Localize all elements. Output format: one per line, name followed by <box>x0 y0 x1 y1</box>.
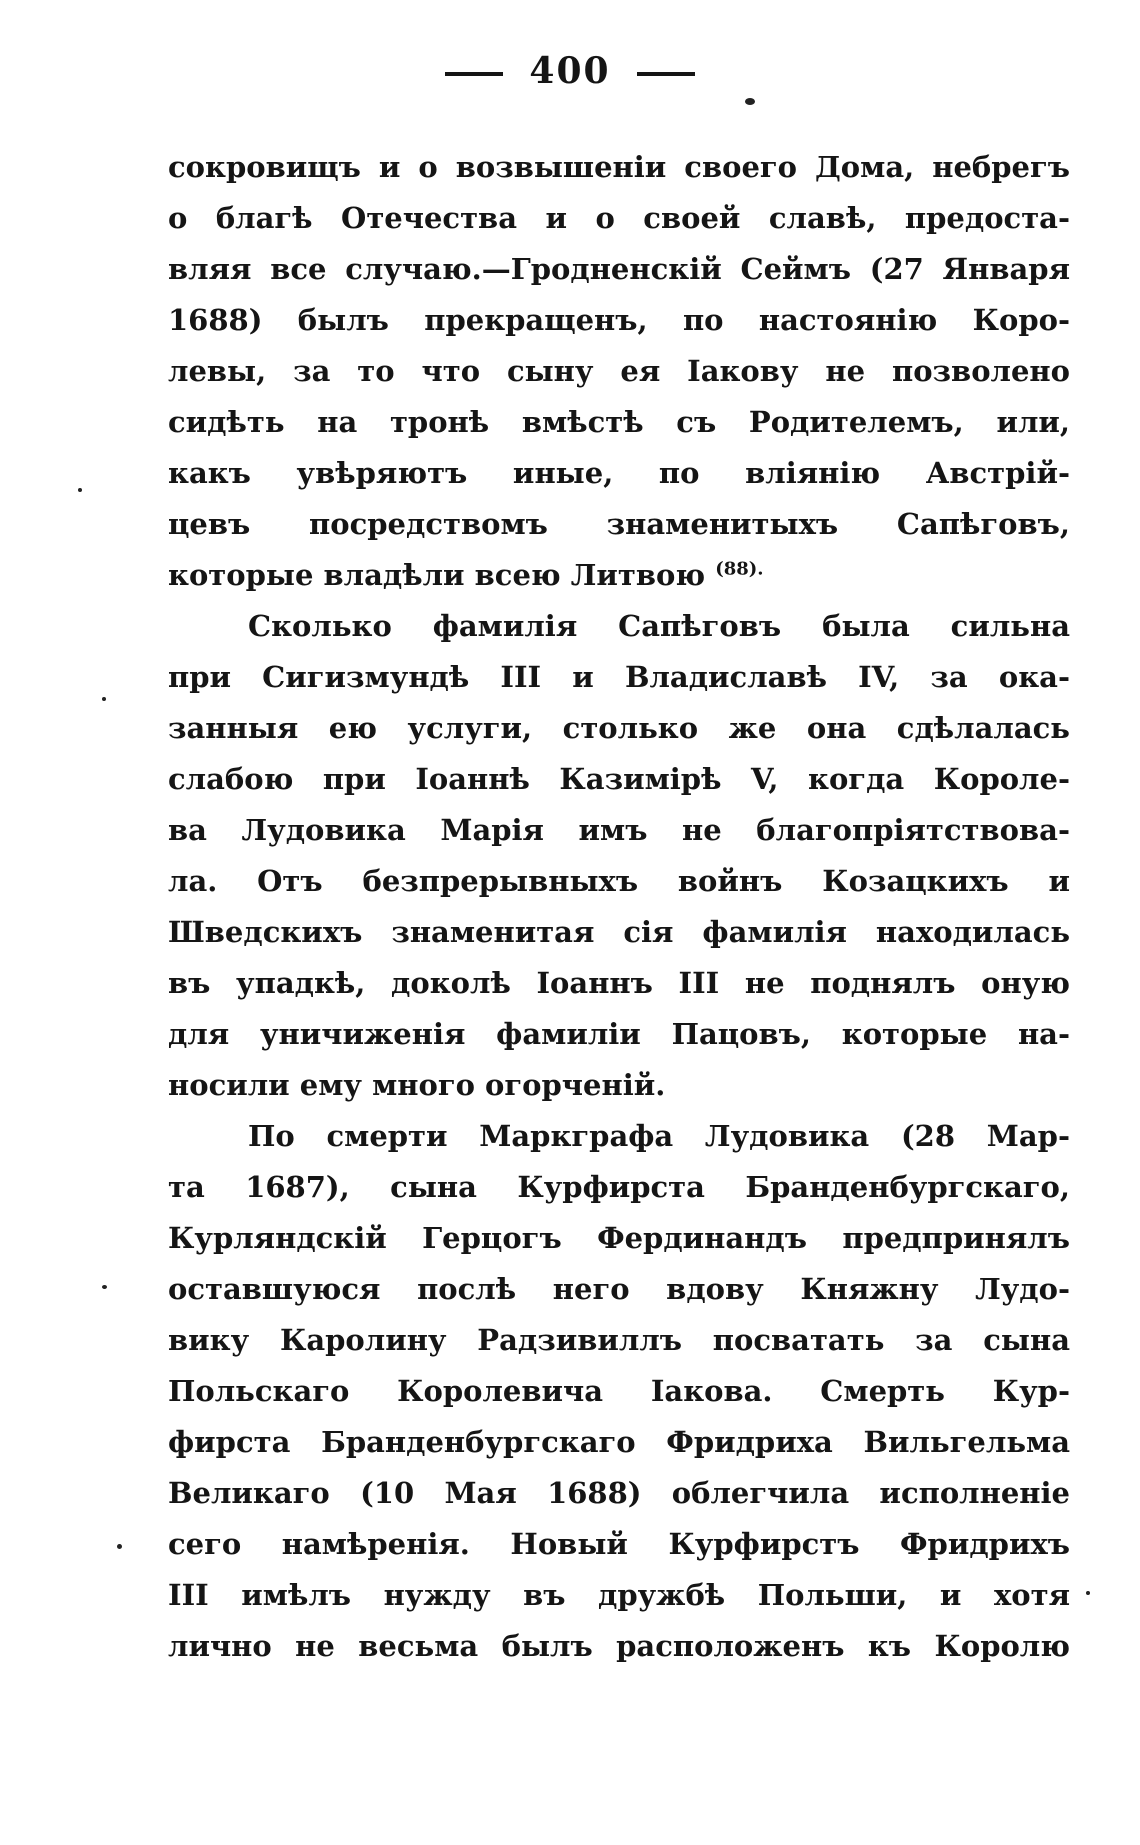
scan-speck <box>117 1544 122 1549</box>
text-line-with-footnote <box>168 550 1070 601</box>
text-line: оставшуюся послѣ него вдову Княжну Лудо- <box>168 1272 1070 1306</box>
text-line: ва Лудовика Марiя имъ не благопрiятствова- <box>168 813 1070 847</box>
text-line: вику Каролину Радзивиллъ посватать за сына <box>168 1323 1070 1357</box>
footnote-reference: (88). <box>715 558 764 580</box>
page-header <box>0 50 1140 92</box>
text-line: въ упадкѣ, доколѣ Iоаннъ III не поднялъ оную <box>168 966 1070 1000</box>
text-line: та 1687), сына Курфирста Бранденбургскаго, <box>168 1170 1070 1204</box>
scan-speck <box>745 98 755 105</box>
text-line: 1688) былъ прекращенъ, по настоянiю Коро- <box>168 303 1070 337</box>
scan-speck <box>78 488 82 492</box>
page-number: 400 <box>529 50 611 92</box>
text-line: какъ увѣряютъ иные, по влiянiю Австрiй- <box>168 456 1070 490</box>
left-dash <box>445 72 503 76</box>
text-line: о благѣ Отечества и о своей славѣ, предоста- <box>168 201 1070 235</box>
text-line: цевъ посредствомъ знаменитыхъ Сапѣговъ, <box>168 507 1070 541</box>
text-line: Сколько фамилiя Сапѣговъ была сильна <box>248 609 1070 643</box>
text-line: левы, за то что сыну ея Iакову не позволено <box>168 354 1070 388</box>
text-line: III имѣлъ нужду въ дружбѣ Польши, и хотя <box>168 1578 1070 1612</box>
text-line: фирста Бранденбургскаго Фридриха Вильгельма <box>168 1425 1070 1459</box>
text-line: которые владѣли всею Литвою <box>168 558 706 592</box>
text-line: сидѣть на тронѣ вмѣстѣ съ Родителемъ, или, <box>168 405 1070 439</box>
scan-speck <box>102 697 106 701</box>
text-line: сокровищъ и о возвышенiи своего Дома, небрегъ <box>168 150 1070 184</box>
body-text <box>168 142 1070 1672</box>
text-line: вляя все случаю.—Гродненскiй Сеймъ (27 Января <box>168 252 1070 286</box>
text-line: для уничиженiя фамилiи Пацовъ, которые на- <box>168 1017 1070 1051</box>
text-line: при Сигизмундѣ III и Владиславѣ IV, за ока- <box>168 660 1070 694</box>
text-line: Польскаго Королевича Iакова. Смерть Кур- <box>168 1374 1070 1408</box>
text-line: лично не весьма былъ расположенъ къ Королю <box>168 1629 1070 1663</box>
scan-speck <box>102 1285 107 1289</box>
text-line: занныя ею услуги, столько же она сдѣлалась <box>168 711 1070 745</box>
text-line: ла. Отъ безпрерывныхъ войнъ Козацкихъ и <box>168 864 1070 898</box>
text-line: Курляндскiй Герцогъ Фердинандъ предпринялъ <box>168 1221 1070 1255</box>
text-line: По смерти Маркграфа Лудовика (28 Мар- <box>248 1119 1070 1153</box>
text-line: носили ему много огорченiй. <box>168 1068 666 1102</box>
text-line: Шведскихъ знаменитая сiя фамилiя находилась <box>168 915 1070 949</box>
scan-speck <box>1086 1591 1090 1595</box>
right-dash <box>637 72 695 76</box>
text-line: сего намѣренiя. Новый Курфирстъ Фридрихъ <box>168 1527 1070 1561</box>
text-line: слабою при Iоаннѣ Казимiрѣ V, когда Короле- <box>168 762 1070 796</box>
text-line: Великаго (10 Мая 1688) облегчила исполненiе <box>168 1476 1070 1510</box>
